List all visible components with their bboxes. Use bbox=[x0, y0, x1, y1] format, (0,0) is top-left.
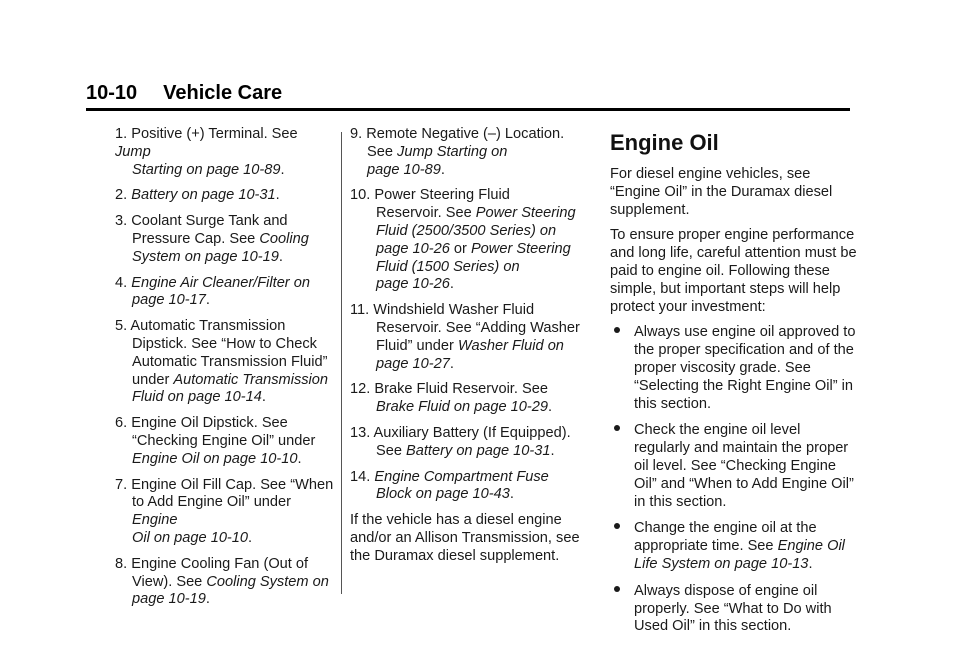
page-reference[interactable]: page 10‑27 bbox=[376, 355, 450, 372]
list-item bbox=[350, 381, 600, 417]
item-text: Remote Negative (–) Location. bbox=[366, 126, 565, 142]
component-list-part2 bbox=[350, 126, 600, 504]
bullet-icon bbox=[614, 586, 620, 592]
page-reference[interactable]: Jump bbox=[115, 143, 151, 160]
list-item bbox=[350, 425, 600, 461]
list-item bbox=[115, 126, 337, 179]
bullet-text: Check the engine oil level regularly and maintain the proper oil level. See “Checking Engine Oil” and “When to Add Engine Oil” in this section. bbox=[634, 422, 854, 510]
item-number: 1. bbox=[115, 126, 128, 142]
diesel-paragraph: For diesel engine vehicles, see “Engine Oil” in the Duramax diesel supplement. bbox=[610, 166, 833, 218]
item-text: See bbox=[367, 143, 398, 160]
bullet-icon bbox=[614, 523, 620, 529]
page-reference[interactable]: Cooling System on bbox=[206, 573, 329, 590]
page-reference[interactable]: Power Steering bbox=[470, 240, 571, 257]
column-middle bbox=[350, 126, 600, 574]
bullet-item bbox=[610, 324, 860, 413]
item-text: Reservoir. See “Adding Washer bbox=[376, 319, 580, 336]
item-number: 5. bbox=[115, 318, 128, 335]
column-divider-left bbox=[341, 132, 342, 594]
section-heading: Engine Oil bbox=[610, 130, 719, 155]
list-item bbox=[115, 415, 337, 468]
bullet-text: Always use engine oil approved to the proper specification and of the proper viscosity grade. See “Selecting the Right Engine Oil” in this section. bbox=[634, 324, 856, 412]
item-text: Power Steering Fluid bbox=[374, 187, 510, 204]
item-text: See bbox=[376, 442, 407, 459]
item-text: Automatic Transmission Fluid” bbox=[132, 353, 328, 370]
item-number: 4. bbox=[115, 274, 128, 291]
page-reference[interactable]: Engine Compartment Fuse bbox=[374, 468, 549, 485]
page-reference[interactable]: Engine Air Cleaner/Filter on bbox=[131, 274, 310, 291]
punctuation: . bbox=[278, 248, 283, 265]
item-text: Positive (+) Terminal. See bbox=[131, 126, 298, 142]
page-reference[interactable]: Fluid on page 10‑14 bbox=[132, 389, 262, 406]
item-number: 3. bbox=[115, 213, 128, 230]
column-left bbox=[115, 126, 337, 617]
punctuation: . bbox=[261, 389, 266, 406]
list-item bbox=[115, 318, 337, 407]
page-reference[interactable]: Washer Fluid on bbox=[457, 337, 564, 354]
bullet-item bbox=[610, 422, 860, 511]
page-reference[interactable]: page 10‑89 bbox=[367, 161, 441, 178]
item-number: 7. bbox=[115, 476, 128, 493]
bullet-item bbox=[610, 583, 860, 636]
item-number: 12. bbox=[350, 381, 371, 398]
item-number: 13. bbox=[350, 424, 371, 441]
item-number: 11. bbox=[350, 302, 370, 319]
page-reference[interactable]: Block on page 10‑43 bbox=[376, 486, 510, 503]
punctuation: . bbox=[280, 161, 285, 178]
list-item bbox=[350, 126, 600, 179]
punctuation: . bbox=[275, 187, 280, 204]
list-item bbox=[115, 187, 337, 205]
header-title bbox=[86, 82, 282, 105]
item-text: Engine Oil Dipstick. See bbox=[131, 415, 288, 432]
intro-paragraph: To ensure proper engine performance and long life, careful attention must be paid to engine oil. Following these simple, but important steps will help protect your investment: bbox=[610, 227, 857, 315]
item-text: or bbox=[449, 240, 471, 257]
item-text: Brake Fluid Reservoir. See bbox=[374, 381, 548, 398]
punctuation: . bbox=[205, 292, 210, 309]
page-reference[interactable]: page 10‑26 bbox=[376, 276, 450, 293]
page-header bbox=[86, 80, 850, 111]
item-text: Coolant Surge Tank and bbox=[131, 213, 288, 230]
page-reference[interactable]: page 10‑17 bbox=[132, 292, 206, 309]
bullet-text: Always dispose of engine oil properly. See “What to Do with Used Oil” in this section. bbox=[634, 582, 832, 635]
item-number: 6. bbox=[115, 415, 128, 432]
punctuation: . bbox=[509, 486, 514, 503]
punctuation: . bbox=[808, 555, 813, 572]
bullet-icon bbox=[614, 327, 620, 333]
page-reference[interactable]: page 10‑26 bbox=[376, 240, 450, 257]
page-reference[interactable]: Jump Starting on bbox=[397, 143, 508, 160]
item-number: 9. bbox=[350, 126, 363, 142]
page-reference[interactable]: Oil on page 10‑10 bbox=[132, 529, 249, 546]
item-text: Engine Oil Fill Cap. See “When bbox=[131, 476, 334, 493]
item-text: Pressure Cap. See bbox=[132, 230, 260, 247]
item-number: 14. bbox=[350, 468, 371, 485]
punctuation: . bbox=[449, 276, 454, 293]
item-text: Windshield Washer Fluid bbox=[373, 302, 535, 319]
item-text: Auxiliary Battery (If Equipped). bbox=[373, 424, 571, 441]
item-text: to Add Engine Oil” under bbox=[132, 494, 292, 511]
page-reference[interactable]: Engine Oil Life System on page 10‑13 bbox=[634, 538, 845, 572]
page-reference[interactable]: Starting on page 10‑89 bbox=[132, 161, 281, 178]
punctuation: . bbox=[297, 450, 302, 467]
item-text: Engine Cooling Fan (Out of bbox=[131, 555, 309, 572]
item-number: 2. bbox=[115, 187, 128, 204]
page-reference[interactable]: Engine bbox=[132, 512, 178, 529]
item-text: Dipstick. See “How to Check bbox=[132, 335, 317, 352]
punctuation: . bbox=[550, 442, 555, 459]
page-reference[interactable]: Engine Oil on page 10‑10 bbox=[132, 450, 298, 467]
page-reference[interactable]: Battery on page 10‑31 bbox=[131, 187, 276, 204]
bullet-icon bbox=[614, 425, 620, 431]
page-reference[interactable]: Power Steering bbox=[475, 205, 576, 222]
list-item bbox=[350, 302, 600, 373]
list-item bbox=[115, 213, 337, 266]
item-number: 10. bbox=[350, 187, 371, 204]
item-text: Automatic Transmission bbox=[130, 318, 286, 335]
list-item bbox=[350, 469, 600, 505]
page-reference[interactable]: page 10‑19 bbox=[132, 591, 206, 608]
list-item bbox=[115, 477, 337, 548]
bullet-item bbox=[610, 520, 860, 573]
oil-care-steps bbox=[610, 324, 860, 636]
page-reference[interactable]: Cooling bbox=[259, 230, 309, 247]
punctuation: . bbox=[449, 355, 454, 372]
item-number: 8. bbox=[115, 555, 128, 572]
page-reference[interactable]: Brake Fluid on page 10‑29 bbox=[376, 399, 548, 416]
item-text: Fluid” under bbox=[376, 337, 458, 354]
section-name: Vehicle Care bbox=[163, 82, 283, 104]
punctuation: . bbox=[548, 399, 553, 416]
diesel-note-paragraph: If the vehicle has a diesel engine and/or an Allison Transmission, see the Duramax diesel supplement. bbox=[350, 512, 580, 564]
punctuation: . bbox=[440, 161, 445, 178]
item-text: Reservoir. See bbox=[376, 205, 476, 222]
page-reference[interactable]: Fluid (1500 Series) on bbox=[376, 258, 520, 275]
list-item bbox=[115, 556, 337, 609]
list-item bbox=[350, 187, 600, 294]
column-right bbox=[610, 126, 860, 645]
item-text: “Checking Engine Oil” under bbox=[132, 432, 316, 449]
page-reference[interactable]: Battery on page 10‑31 bbox=[406, 442, 551, 459]
page-number: 10-10 bbox=[86, 82, 138, 104]
item-text: under bbox=[132, 371, 174, 388]
component-list-part1 bbox=[115, 126, 337, 609]
punctuation: . bbox=[205, 591, 210, 608]
item-text: View). See bbox=[132, 573, 207, 590]
bullet-text: Change the engine oil at the appropriate time. See bbox=[634, 520, 817, 555]
page-reference[interactable]: System on page 10‑19 bbox=[132, 248, 279, 265]
punctuation: . bbox=[248, 529, 253, 546]
page-reference[interactable]: Automatic Transmission bbox=[173, 371, 329, 388]
page-reference[interactable]: Fluid (2500/3500 Series) on bbox=[376, 222, 557, 239]
list-item bbox=[115, 275, 337, 311]
